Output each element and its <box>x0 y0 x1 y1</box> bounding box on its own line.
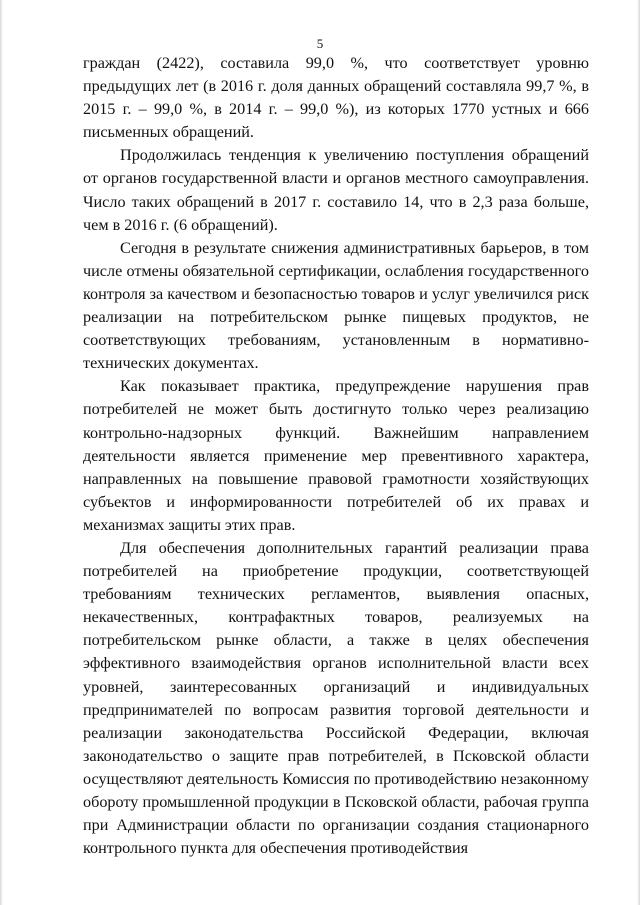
paragraph: Как показывает практика, предупреждение нарушения прав потребителей не может быть достигнуто только через реализацию контрольно-надзорных функций. Важнейшим направлением деятельности является применение мер превентивного характера, направленных на повышение правовой грамотности хозяйствующих субъектов и информированности потребителей об их правах и механизмах защиты этих прав. <box>83 377 589 534</box>
paragraph: Сегодня в результате снижения административных барьеров, в том числе отмены обязательной сертификации, ослабления государственного контроля за качеством и безопасностью товаров и услуг увеличился риск реализации на потребительском рынке пищевых продуктов, не соответствующих требованиям, установленным в нормативно-технических документах. <box>83 238 589 373</box>
paragraph: Для обеспечения дополнительных гарантий реализации права потребителей на приобретение продукции, соответствующей требованиям технических регламентов, выявления опасных, некачественных, контрафактных товаров, реализуемых на потребительском рынке области, а также в целях обеспечения эффективного взаимодействия органов исполнительной власти всех уровней, заинтересованных организаций и индивидуальных предпринимателей по вопросам развития торговой деятельности и реализации законодательства Российской Федерации, включая законодательство о защите прав потребителей, в Псковской области осуществляют деятельность Комиссия по противодействию незаконному обороту промышленной продукции в Псковской области, рабочая группа при Администрации области по организации создания стационарного контрольного пункта для обеспечения противодействия <box>83 538 589 858</box>
paragraph-continued: граждан (2422), составила 99,0 %, что соответствует уровню предыдущих лет (в 2016 г. доля данных обращений составляла 99,7 %, в 2015 г. – 99,0 %, в 2014 г. – 99,0 %), из которых 1770 устных и 666 письменных обращений. <box>83 54 589 142</box>
paragraph: Продолжилась тенденция к увеличению поступления обращений от органов государственной власти и органов местного самоуправления. Число таких обращений в 2017 г. составило 14, что в 2,3 раза больше, чем в 2016 г. (6 обращений). <box>83 146 589 234</box>
document-body <box>83 52 589 860</box>
page-number: 5 <box>316 36 324 51</box>
page-edge-left <box>0 0 3 905</box>
